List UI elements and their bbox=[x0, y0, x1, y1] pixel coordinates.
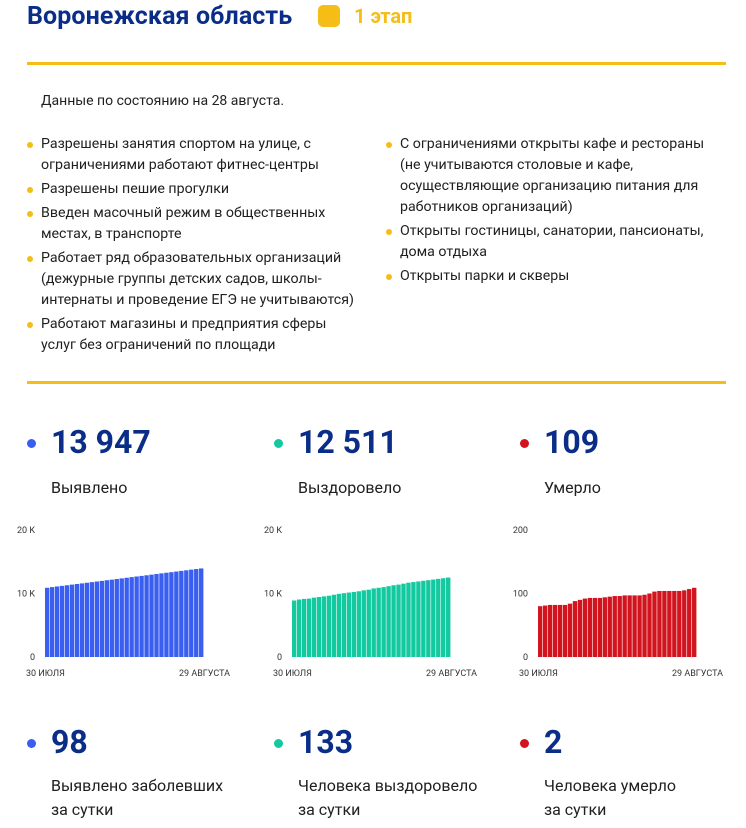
bar bbox=[573, 601, 577, 657]
bar bbox=[65, 585, 69, 657]
daily-recovered-label-line2: за сутки bbox=[298, 800, 361, 819]
bar bbox=[543, 606, 547, 657]
bullet-icon bbox=[27, 142, 33, 148]
bar bbox=[426, 580, 430, 657]
bar bbox=[75, 584, 79, 657]
bar bbox=[632, 595, 636, 657]
date-note: Данные по состоянию на 28 августа. bbox=[41, 93, 285, 109]
bar bbox=[352, 592, 356, 657]
bar bbox=[194, 569, 198, 657]
bar bbox=[317, 597, 321, 657]
bar bbox=[652, 592, 656, 657]
bar bbox=[376, 588, 380, 657]
daily-died-dot-icon bbox=[520, 739, 529, 748]
bullet-icon bbox=[386, 142, 392, 148]
bar bbox=[687, 589, 691, 657]
y-tick-label: 0 bbox=[29, 653, 35, 663]
x-tick-label-start: 30 ИЮЛЯ bbox=[26, 669, 65, 679]
bar bbox=[563, 605, 567, 657]
stage-label: 1 этап bbox=[354, 4, 413, 28]
stage-badge bbox=[318, 4, 412, 28]
stat-recovered bbox=[274, 420, 494, 510]
measure-item bbox=[386, 134, 716, 218]
bar bbox=[667, 591, 671, 657]
bar bbox=[139, 576, 143, 657]
bar bbox=[613, 596, 617, 657]
stat-died bbox=[520, 420, 740, 510]
bar bbox=[357, 591, 361, 657]
measure-item bbox=[386, 266, 716, 287]
measure-item bbox=[386, 221, 716, 263]
bar bbox=[125, 578, 129, 657]
daily-died-value: 2 bbox=[544, 723, 563, 761]
daily-detected-value: 98 bbox=[51, 723, 88, 761]
measure-item bbox=[27, 248, 357, 311]
bar bbox=[396, 585, 400, 657]
x-tick-label-end: 29 АВГУСТА bbox=[425, 669, 477, 679]
bar bbox=[90, 582, 94, 657]
bar bbox=[129, 577, 133, 657]
bar bbox=[558, 605, 562, 657]
bar bbox=[622, 595, 626, 657]
bullet-icon bbox=[386, 229, 392, 235]
divider-top bbox=[27, 62, 726, 65]
daily-detected bbox=[27, 720, 257, 825]
bar bbox=[598, 598, 602, 657]
bar bbox=[115, 579, 119, 657]
daily-died-label-line1: Человека умерло bbox=[544, 776, 676, 795]
bar bbox=[70, 585, 74, 657]
bar bbox=[421, 581, 425, 657]
daily-detected-label-line2: за сутки bbox=[51, 800, 114, 819]
detected-dot-icon bbox=[27, 439, 36, 448]
bar bbox=[120, 578, 124, 657]
measure-text: Работает ряд образовательных организаций (дежурные группы детских садов, школы-интернаты и проведение ЕГЭ не учитываются) bbox=[41, 250, 354, 308]
header bbox=[27, 0, 292, 32]
bar bbox=[159, 573, 163, 657]
bar bbox=[436, 579, 440, 657]
bar bbox=[60, 586, 64, 657]
bar bbox=[55, 586, 59, 657]
x-tick-label-start: 30 ИЮЛЯ bbox=[273, 669, 312, 679]
measure-text: Введен масочный режим в общественных местах, в транспорте bbox=[41, 205, 326, 242]
y-tick-label: 0 bbox=[276, 653, 282, 663]
bar bbox=[677, 591, 681, 657]
measure-item bbox=[27, 203, 357, 245]
y-tick-label: 0 bbox=[522, 653, 528, 663]
died-dot-icon bbox=[520, 439, 529, 448]
measure-text: Открыты гостиницы, санатории, пансионаты, дома отдыха bbox=[400, 223, 704, 260]
bar bbox=[307, 599, 311, 657]
bar bbox=[381, 587, 385, 657]
measures-list-left bbox=[27, 134, 357, 359]
bar bbox=[95, 582, 99, 658]
bar bbox=[85, 583, 89, 657]
bar bbox=[431, 580, 435, 657]
bar bbox=[657, 591, 661, 657]
bar bbox=[411, 582, 415, 657]
bar bbox=[292, 600, 296, 657]
daily-died-label-line2: за сутки bbox=[544, 800, 607, 819]
bar bbox=[164, 573, 168, 657]
y-tick-label: 200 bbox=[512, 526, 528, 536]
bar bbox=[45, 588, 49, 657]
recovered-dot-icon bbox=[274, 439, 283, 448]
bar bbox=[80, 583, 84, 657]
bar bbox=[169, 572, 173, 657]
bar bbox=[672, 591, 676, 657]
bar bbox=[179, 571, 183, 657]
bar bbox=[662, 591, 666, 657]
measure-text: С ограничениями открыты кафе и рестораны (не учитываются столовые и кафе, осуществляющие организацию питания для работников организаций) bbox=[400, 136, 705, 215]
bar bbox=[312, 598, 316, 657]
daily-recovered-value: 133 bbox=[298, 723, 354, 761]
y-tick-label: 20 K bbox=[264, 526, 282, 536]
bar bbox=[347, 593, 351, 657]
measure-text: Открыты парки и скверы bbox=[400, 268, 570, 284]
bar bbox=[608, 597, 612, 657]
x-tick-label-end: 29 АВГУСТА bbox=[178, 669, 230, 679]
x-tick-label-start: 30 ИЮЛЯ bbox=[519, 669, 558, 679]
bar bbox=[199, 568, 203, 657]
bar bbox=[446, 578, 450, 657]
bar bbox=[367, 590, 371, 657]
bar bbox=[386, 586, 390, 657]
bar bbox=[50, 587, 54, 657]
bar bbox=[548, 605, 552, 657]
bar bbox=[174, 572, 178, 657]
bar bbox=[416, 581, 420, 657]
bar bbox=[110, 580, 114, 657]
bar bbox=[406, 583, 410, 657]
region-title: Воронежская область bbox=[27, 1, 293, 31]
stat-died-label: Умерло bbox=[544, 478, 601, 497]
bar bbox=[362, 590, 366, 657]
daily-detected-label-line1: Выявлено заболевших bbox=[51, 776, 224, 795]
bar bbox=[618, 596, 622, 657]
bar bbox=[588, 598, 592, 657]
stage-square-icon bbox=[318, 5, 340, 27]
chart-detected bbox=[12, 520, 242, 686]
measure-text: Разрешены занятия спортом на улице, с ограничениями работают фитнес-центры bbox=[41, 136, 319, 173]
stat-died-value: 109 bbox=[544, 423, 600, 461]
chart-died bbox=[505, 520, 735, 686]
bar bbox=[134, 576, 138, 657]
y-tick-label: 10 K bbox=[264, 589, 282, 600]
bar bbox=[593, 598, 597, 657]
stat-detected bbox=[27, 420, 247, 510]
bar bbox=[332, 595, 336, 657]
bar bbox=[583, 599, 587, 657]
daily-died bbox=[520, 720, 740, 825]
daily-recovered-label-line1: Человека выздоровело bbox=[298, 776, 478, 795]
stat-recovered-label: Выздоровело bbox=[298, 478, 402, 497]
bar bbox=[538, 606, 542, 657]
bar bbox=[297, 600, 301, 657]
daily-recovered bbox=[274, 720, 504, 825]
bar bbox=[647, 594, 651, 658]
measure-text: Работают магазины и предприятия сферы услуг без ограничений по площади bbox=[41, 316, 327, 353]
stat-detected-value: 13 947 bbox=[51, 423, 151, 461]
bar bbox=[682, 590, 686, 657]
x-tick-label-end: 29 АВГУСТА bbox=[671, 669, 723, 679]
bar bbox=[627, 595, 631, 657]
y-tick-label: 10 K bbox=[17, 589, 35, 600]
divider-bottom bbox=[27, 381, 726, 384]
bar bbox=[578, 600, 582, 657]
bar bbox=[144, 575, 148, 657]
measure-item bbox=[27, 314, 357, 356]
bullet-icon bbox=[27, 211, 33, 217]
bullet-icon bbox=[27, 256, 33, 262]
bar bbox=[342, 593, 346, 657]
bar bbox=[184, 570, 188, 657]
chart-recovered bbox=[259, 520, 489, 686]
bar bbox=[105, 580, 109, 657]
measures-list-right bbox=[386, 134, 716, 290]
bar bbox=[337, 594, 341, 657]
bar bbox=[327, 596, 331, 657]
stat-detected-label: Выявлено bbox=[51, 478, 128, 497]
bar bbox=[189, 570, 193, 657]
stat-recovered-value: 12 511 bbox=[298, 423, 398, 461]
bar bbox=[692, 588, 696, 657]
bar bbox=[401, 584, 405, 657]
bullet-icon bbox=[386, 274, 392, 280]
y-tick-label: 100 bbox=[512, 589, 528, 600]
bar bbox=[642, 595, 646, 657]
bar bbox=[100, 581, 104, 657]
bullet-icon bbox=[27, 322, 33, 328]
bar bbox=[568, 604, 572, 657]
bullet-icon bbox=[27, 187, 33, 193]
bar bbox=[637, 595, 641, 657]
measure-text: Разрешены пешие прогулки bbox=[41, 181, 230, 197]
daily-recovered-dot-icon bbox=[274, 739, 283, 748]
measure-item bbox=[27, 134, 357, 176]
measure-item bbox=[27, 179, 357, 200]
daily-detected-dot-icon bbox=[27, 739, 36, 748]
y-tick-label: 20 K bbox=[17, 526, 35, 536]
bar bbox=[553, 605, 557, 657]
bar bbox=[322, 596, 326, 657]
bar bbox=[603, 597, 607, 657]
bar bbox=[154, 574, 158, 657]
bar bbox=[441, 578, 445, 657]
bar bbox=[149, 575, 153, 657]
bar bbox=[372, 588, 376, 657]
bar bbox=[391, 585, 395, 657]
bar bbox=[302, 599, 306, 657]
